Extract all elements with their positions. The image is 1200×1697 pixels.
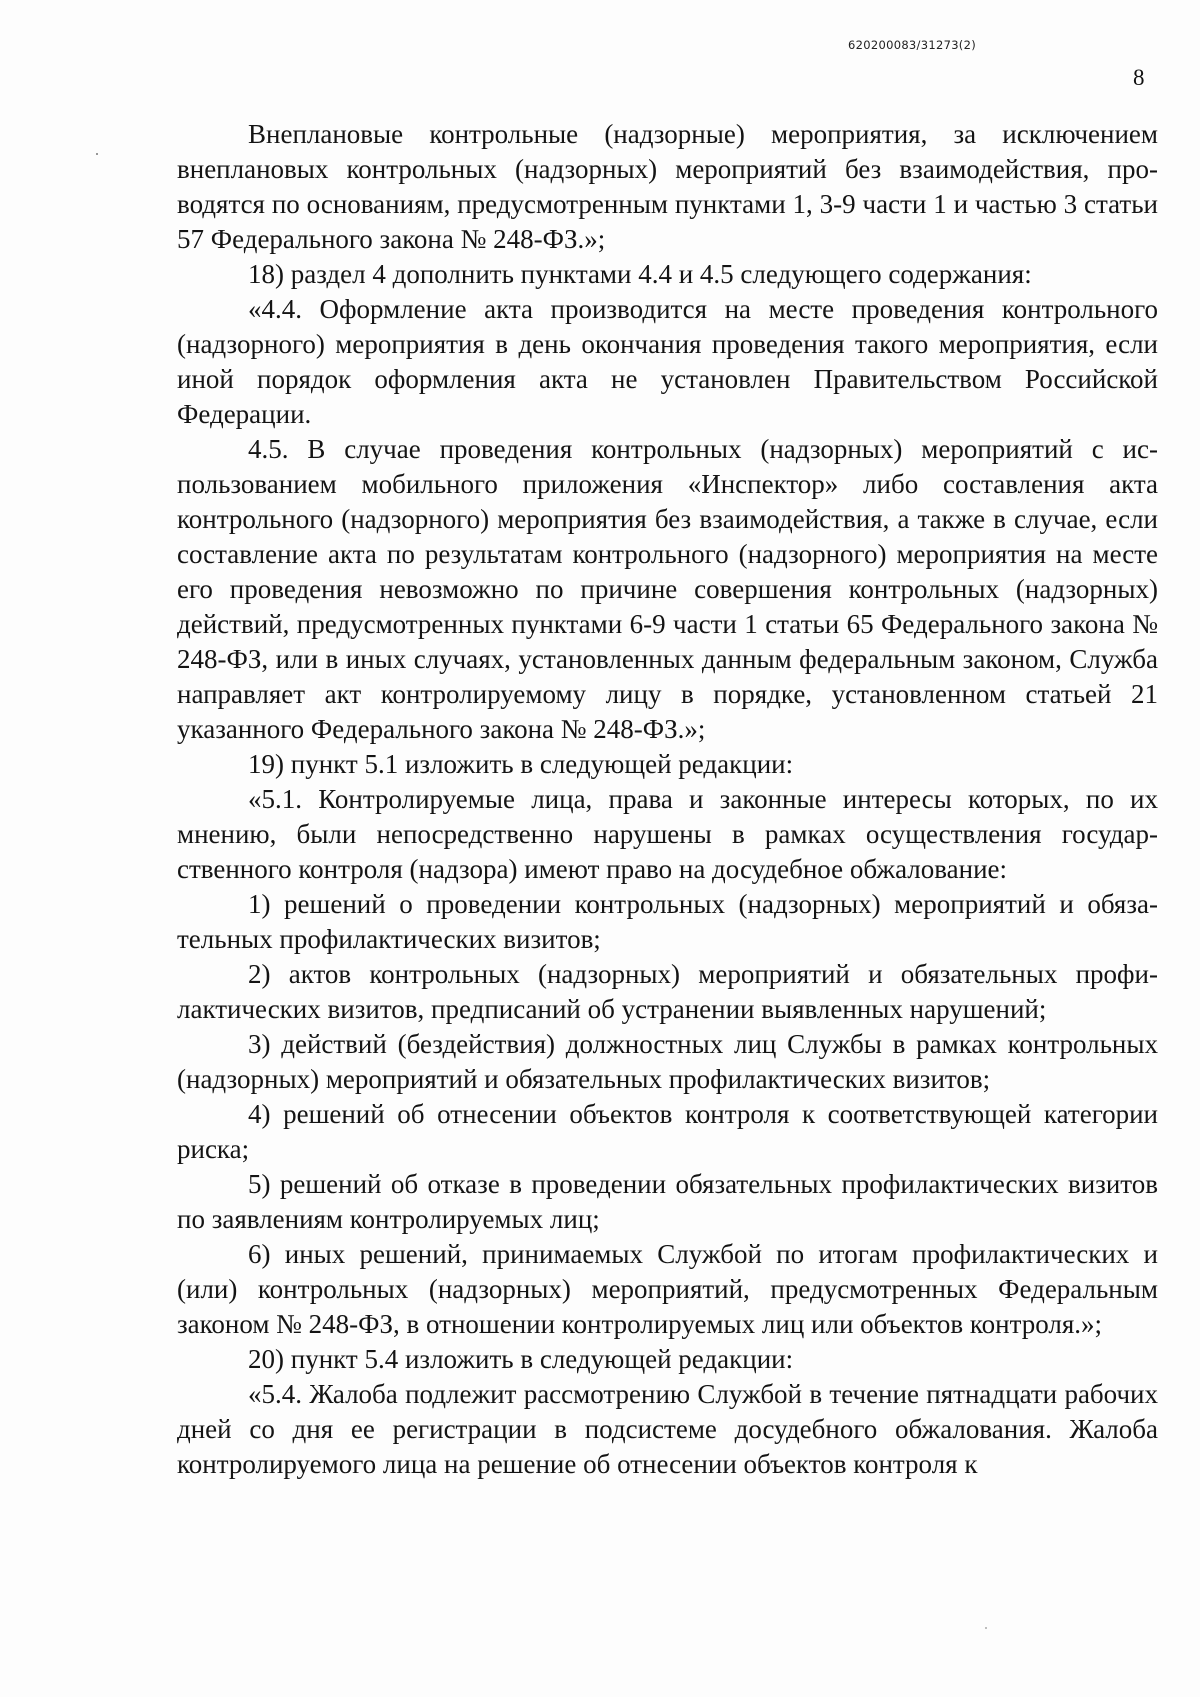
paragraph: «5.1. Контролируемые лица, права и законные интересы которых, по их мнению, были непосредственно нарушены в рамках осуществления государственного контроля (надзора) имеют право на досудебное обжалование: — [177, 784, 1158, 884]
document-registration-number: 620200083/31273(2) — [848, 38, 976, 52]
document-body — [177, 117, 1158, 1482]
paragraph: 5) решений об отказе в проведении обязательных профилактических визитов по заявлениям контролируемых лиц; — [177, 1169, 1158, 1234]
paragraph: «5.4. Жалоба подлежит рассмотрению Службой в течение пятнадцати рабочих дней со дня ее регистрации в подсистеме досудебного обжалования. Жалоба контролируемого лица на решение об отнесении объектов контроля к — [177, 1379, 1158, 1479]
paragraph: 19) пункт 5.1 изложить в следующей редакции: — [248, 749, 794, 779]
paragraph: Внеплановые контрольные (надзорные) мероприятия, за исключением внеплановых контрольных (надзорных) мероприятий без взаимодействия, проводятся по основаниям, предусмотренным пунктами 1, 3-9 части 1 и частью 3 статьи 57 Федерального закона № 248-ФЗ.»; — [177, 119, 1158, 254]
paragraph: 6) иных решений, принимаемых Службой по итогам профилактических и (или) контрольных (надзорных) мероприятий, предусмотренных Федеральным законом № 248-ФЗ, в отношении контролируемых лиц или объектов контроля.»; — [177, 1239, 1158, 1339]
paragraph: 4.5. В случае проведения контрольных (надзорных) мероприятий с использованием мобильного приложения «Инспектор» либо составления акта контрольного (надзорного) мероприятия без взаимодействия, а также в случае, если составление акта по результатам контрольного (надзорного) мероприятия на месте его проведения невозможно по причине совершения контрольных (надзорных) действий, предусмотренных пунктами 6-9 части 1 статьи 65 Федерального закона № 248-ФЗ, или в иных случаях, установленных данным федеральным законом, Служба направляет акт контролируемому лицу в порядке, установленном статьей 21 указанного Федерального закона № 248-ФЗ.»; — [177, 434, 1158, 744]
paragraph: 2) актов контрольных (надзорных) мероприятий и обязательных профилактических визитов, предписаний об устранении выявленных нарушений; — [177, 959, 1158, 1024]
paragraph: 3) действий (бездействия) должностных лиц Службы в рамках контрольных (надзорных) мероприятий и обязательных профилактических визитов; — [177, 1029, 1158, 1094]
paragraph: 18) раздел 4 дополнить пунктами 4.4 и 4.5 следующего содержания: — [248, 259, 1032, 289]
scan-artifact — [985, 1627, 987, 1629]
paragraph: 4) решений об отнесении объектов контроля к соответствующей категории риска; — [177, 1099, 1158, 1164]
paragraph: 1) решений о проведении контрольных (надзорных) мероприятий и обязательных профилактических визитов; — [177, 889, 1158, 954]
paragraph: 20) пункт 5.4 изложить в следующей редакции: — [248, 1344, 794, 1374]
scan-artifact — [96, 153, 98, 155]
page-number: 8 — [1133, 65, 1145, 90]
paragraph: «4.4. Оформление акта производится на месте проведения контрольного (надзорного) мероприятия в день окончания проведения такого мероприятия, если иной порядок оформления акта не установлен Правительством Российской Федерации. — [177, 294, 1158, 429]
